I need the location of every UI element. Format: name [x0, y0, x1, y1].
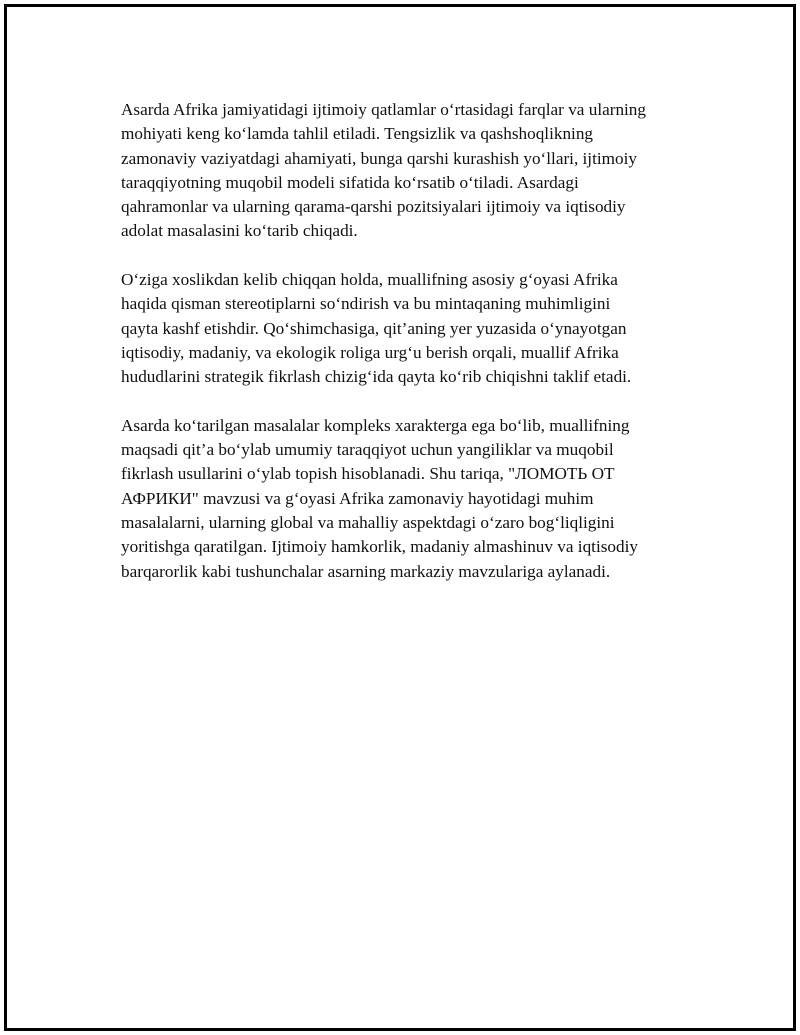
text-line: qahramonlar va ularning qarama-qarshi pozitsiyalari ijtimoiy va iqtisodiy [121, 197, 626, 217]
text-line: taraqqiyotning muqobil modeli sifatida ko‘rsatib o‘tiladi. Asardagi [121, 172, 579, 192]
text-line: hududlarini strategik fikrlash chizig‘ida qayta ko‘rib chiqishni taklif etadi. [121, 367, 632, 387]
text-line: iqtisodiy, madaniy, va ekologik roliga urg‘u berish orqali, muallif Afrika [121, 342, 619, 362]
text-line: adolat masalasini ko‘tarib chiqadi. [121, 221, 358, 241]
text-line: haqida qisman stereotiplarni so‘ndirish va bu mintaqaning muhimligini [121, 294, 611, 314]
text-line: maqsadi qit’a bo‘ylab umumiy taraqqiyot uchun yangiliklar va muqobil [121, 440, 614, 460]
text-line: zamonaviy vaziyatdagi ahamiyati, bunga qarshi kurashish yo‘llari, ijtimoiy [121, 148, 637, 168]
text-line: qayta kashf etishdir. Qo‘shimchasiga, qit’aning yer yuzasida o‘ynayotgan [121, 318, 627, 338]
page-frame [4, 4, 796, 1031]
text-line: yoritishga qaratilgan. Ijtimoiy hamkorlik, madaniy almashinuv va iqtisodiy [121, 537, 638, 557]
text-line: O‘ziga xoslikdan kelib chiqqan holda, muallifning asosiy g‘oyasi Afrika [121, 270, 618, 290]
text-line: fikrlash usullarini o‘ylab topish hisoblanadi. Shu tariqa, "ЛОМОТЬ ОТ [121, 464, 615, 484]
document-body [121, 98, 696, 608]
text-line: barqarorlik kabi tushunchalar asarning markaziy mavzulariga aylanadi. [121, 561, 611, 581]
text-line: masalalarni, ularning global va mahalliy aspektdagi o‘zaro bog‘liqligini [121, 513, 615, 533]
paragraph-3 [121, 414, 696, 584]
text-line: Asarda Afrika jamiyatidagi ijtimoiy qatlamlar o‘rtasidagi farqlar va ularning [121, 100, 646, 119]
paragraph-2 [121, 268, 696, 389]
paragraph-1 [121, 98, 696, 244]
text-line: Asarda ko‘tarilgan masalalar kompleks xarakterga ega bo‘lib, muallifning [121, 415, 630, 435]
text-line: mohiyati keng ko‘lamda tahlil etiladi. Tengsizlik va qashshoqlikning [121, 124, 594, 144]
text-line: АФРИКИ" mavzusi va g‘oyasi Afrika zamonaviy hayotidagi muhim [121, 488, 594, 508]
